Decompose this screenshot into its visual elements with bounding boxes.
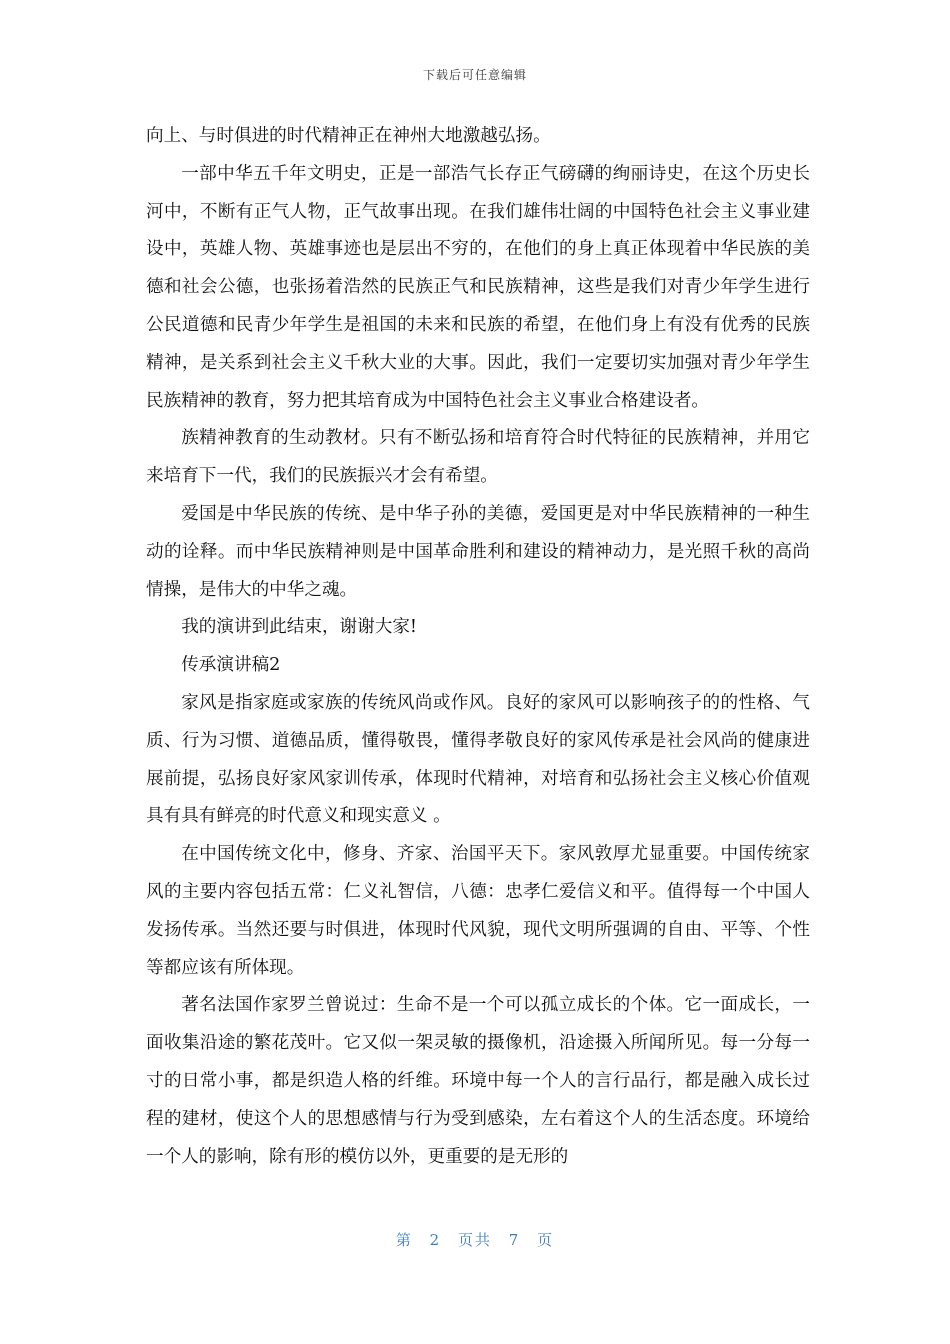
closing-line: 我的演讲到此结束，谢谢大家! (181, 617, 417, 638)
page-header: 下载后可任意编辑 (422, 68, 527, 82)
paragraph: 爱国是中华民族的传统、是中华子孙的美德，爱国更是对中华民族精神的一种生动的诠释。而中华民族精神则是中国革命胜利和建设的精神动力，是光照千秋的高尚情操，是伟大的中华之魂。 (146, 503, 810, 600)
paragraph: 著名法国作家罗兰曾说过：生命不是一个可以孤立成长的个体。它一面成长，一面收集沿途的繁花茂叶。它又似一架灵敏的摄像机，沿途摄入所闻所见。每一分每一寸的日常小事，都是织造人格的纤维。环境中每一个人的言行品行，都是融入成长过程的建材，使这个人的思想感情与行为受到感染，左右着这个人的生活态度。环境给一个人的影响，除有形的模仿以外，更重要的是无形的 (146, 995, 810, 1167)
section-heading: 传承演讲稿2 (181, 655, 281, 676)
paragraph-continuation: 向上、与时俱进的时代精神正在神州大地激越弘扬。 (146, 126, 551, 146)
paragraph: 家风是指家庭或家族的传统风尚或作风。良好的家风可以影响孩子的的性格、气质、行为习惯、道德品质，懂得敬畏，懂得孝敬良好的家风传承是社会风尚的健康进展前提，弘扬良好家风家训传承，体现时代精神，对培育和弘扬社会主义核心价值观具有具有鲜亮的时代意义和现实意义 。 (146, 692, 810, 827)
paragraph: 一部中华五千年文明史，正是一部浩气长存正气磅礴的绚丽诗史，在这个历史长河中，不断有正气人物，正气故事出现。在我们雄伟壮阔的中国特色社会主义事业建设中，英雄人物、英雄事迹也是层出不穷的，在他们的身上真正体现着中华民族的美德和社会公德，也张扬着浩然的民族正气和民族精神，这些是我们对青少年学生进行公民道德和民青少年学生是祖国的未来和民族的希望，在他们身上有没有优秀的民族精神，是关系到社会主义千秋大业的大事。因此，我们一定要切实加强对青少年学生民族精神的教育，努力把其培育成为中国特色社会主义事业合格建设者。 (146, 163, 810, 411)
paragraph: 在中国传统文化中，修身、齐家、治国平天下。家风敦厚尤显重要。中国传统家风的主要内容包括五常：仁义礼智信，八德：忠孝仁爱信义和平。值得每一个中国人发扬传承。当然还要与时俱进，体现时代风貌，现代文明所强调的自由、平等、个性等都应该有所体现。 (146, 844, 810, 978)
paragraph: 族精神教育的生动教材。只有不断弘扬和培育符合时代特征的民族精神，并用它来培育下一代，我们的民族振兴才会有希望。 (146, 428, 810, 487)
document-body (146, 118, 810, 1176)
page-number: 第 2 页共 7 页 (395, 1231, 555, 1249)
